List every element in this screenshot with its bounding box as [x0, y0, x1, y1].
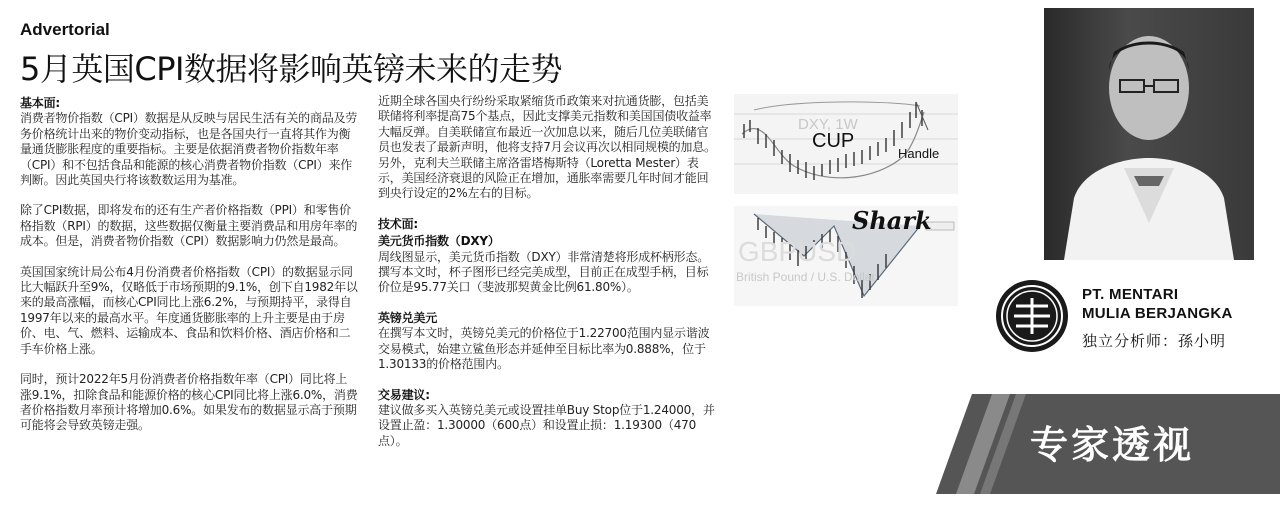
- gbp-text: 在撰写本文时，英镑兑美元的价格位于1.22700范围内显示谐波交易模式，始建立鲨鱼形态并延伸至目标比率为0.888%，位于1.30133的价格范围内。: [378, 326, 710, 372]
- company-name-line2: MULIA BERJANGKA: [1082, 305, 1233, 322]
- paragraph-fed: 近期全球各国央行纷纷采取紧缩货币政策来对抗通货膨，包括美联储将利率提高75个基点，因此支撑美元指数和美国国债收益率大幅反弹。自美联储宣布最近一次加息以来，随后几位美联储官员也发表了最新声明，他将支持7月会议再次以相同规模的加息。另外，克利夫兰联储主席洛雷塔梅斯特（Loretta Mester）表示，美国经济衰退的风险正在增加，通胀率需要几年时间才能回到央行设定的2%左右的目标。: [378, 94, 716, 201]
- paragraph-4: 同时，预计2022年5月份消费者价格指数年率（CPI）同比将上涨9.1%，扣除食品和能源价格的核心CPI同比将上涨6.0%，消费者价格指数月率预计将增加0.6%。如果发布的数据显示高于预期可能将会导致英镑走强。: [20, 372, 358, 433]
- basic-label: 基本面:: [20, 96, 60, 110]
- analyst-silhouette: [1044, 8, 1254, 260]
- dxy-chart-watermark: DXY, 1W: [798, 116, 858, 133]
- analyst-photo: [1044, 8, 1254, 260]
- banner-title: 专家透视: [1030, 423, 1195, 467]
- basic-section: [20, 96, 358, 188]
- dxy-label: 美元货币指数（DXY）: [378, 234, 500, 249]
- gbpusd-chart-watermark: GBPUSD: [738, 236, 857, 267]
- company-logo-icon: [994, 278, 1070, 354]
- trade-text: 建议做多买入英镑兑美元或设置挂单Buy Stop位于1.24000，并设置止盈：1.30000（600点）和设置止损：1.19300（470点）。: [378, 402, 715, 448]
- trade-label: 交易建议:: [378, 387, 430, 402]
- gbp-section: [378, 311, 718, 373]
- dxy-chart-image: [734, 94, 958, 194]
- technical-label: 技术面:: [378, 216, 418, 231]
- trade-section: [378, 388, 718, 450]
- headline: 5月英国CPI数据将影响英镑未来的走势: [20, 50, 562, 88]
- article-column-2: [378, 94, 718, 464]
- gbpusd-chart-image: [734, 206, 958, 306]
- article-column-1: [20, 96, 358, 449]
- company-name-line1: PT. MENTARI: [1082, 286, 1179, 303]
- dxy-text: 周线图显示，美元货币指数（DXY）非常清楚将形成杯柄形态。撰写本文时，杯子图形已经完美成型，目前正在成型手柄，目标价位是95.77关口（斐波那契黄金比例61.80%）。: [378, 249, 709, 295]
- technical-section: [378, 217, 718, 296]
- paragraph-3: 英国国家统计局公布4月份消费者价格指数（CPI）的数据显示同比大幅跃升至9%，仅略低于市场预期的9.1%，创下自1982年以来的最高涨幅，而核心CPI同比上涨6.2%，与预期持平，录得自1997年以来的最高水平。年度通货膨胀率的上升主要是由于房价、电、气、燃料、运输成本、食品和饮料价格、酒店价格和二手车价格上涨。: [20, 264, 358, 356]
- kicker: Advertorial: [20, 20, 110, 39]
- gbpusd-chart-subtitle: British Pound / U.S. Dollar: [736, 270, 876, 284]
- shark-annotation: Shark: [852, 206, 932, 235]
- paragraph-2: 除了CPI数据，即将发布的还有生产者价格指数（PPI）和零售价格指数（RPI）的数据，这些数据仅衡量主要消费品和用房年率的成本。但是，消费者物价指数（CPI）数据影响力仍然是最高。: [20, 203, 358, 249]
- gbp-label: 英镑兑美元: [378, 310, 438, 325]
- handle-annotation: Handle: [898, 146, 940, 161]
- basic-text: 消费者物价指数（CPI）数据是从反映与居民生活有关的商品及劳务价格统计出来的物价变动指标，也是各国央行一直将其作为衡量通货膨胀程度的重要指标。主要是依据消费者物价指数年率（CPI）和不包括食品和能源的核心消费者物价指数（CPI）来作判断。因此英国央行将该数数运用为基准。: [20, 111, 358, 188]
- cup-annotation: CUP: [812, 130, 855, 152]
- analyst-name: 独立分析师：孫小明: [1082, 332, 1227, 350]
